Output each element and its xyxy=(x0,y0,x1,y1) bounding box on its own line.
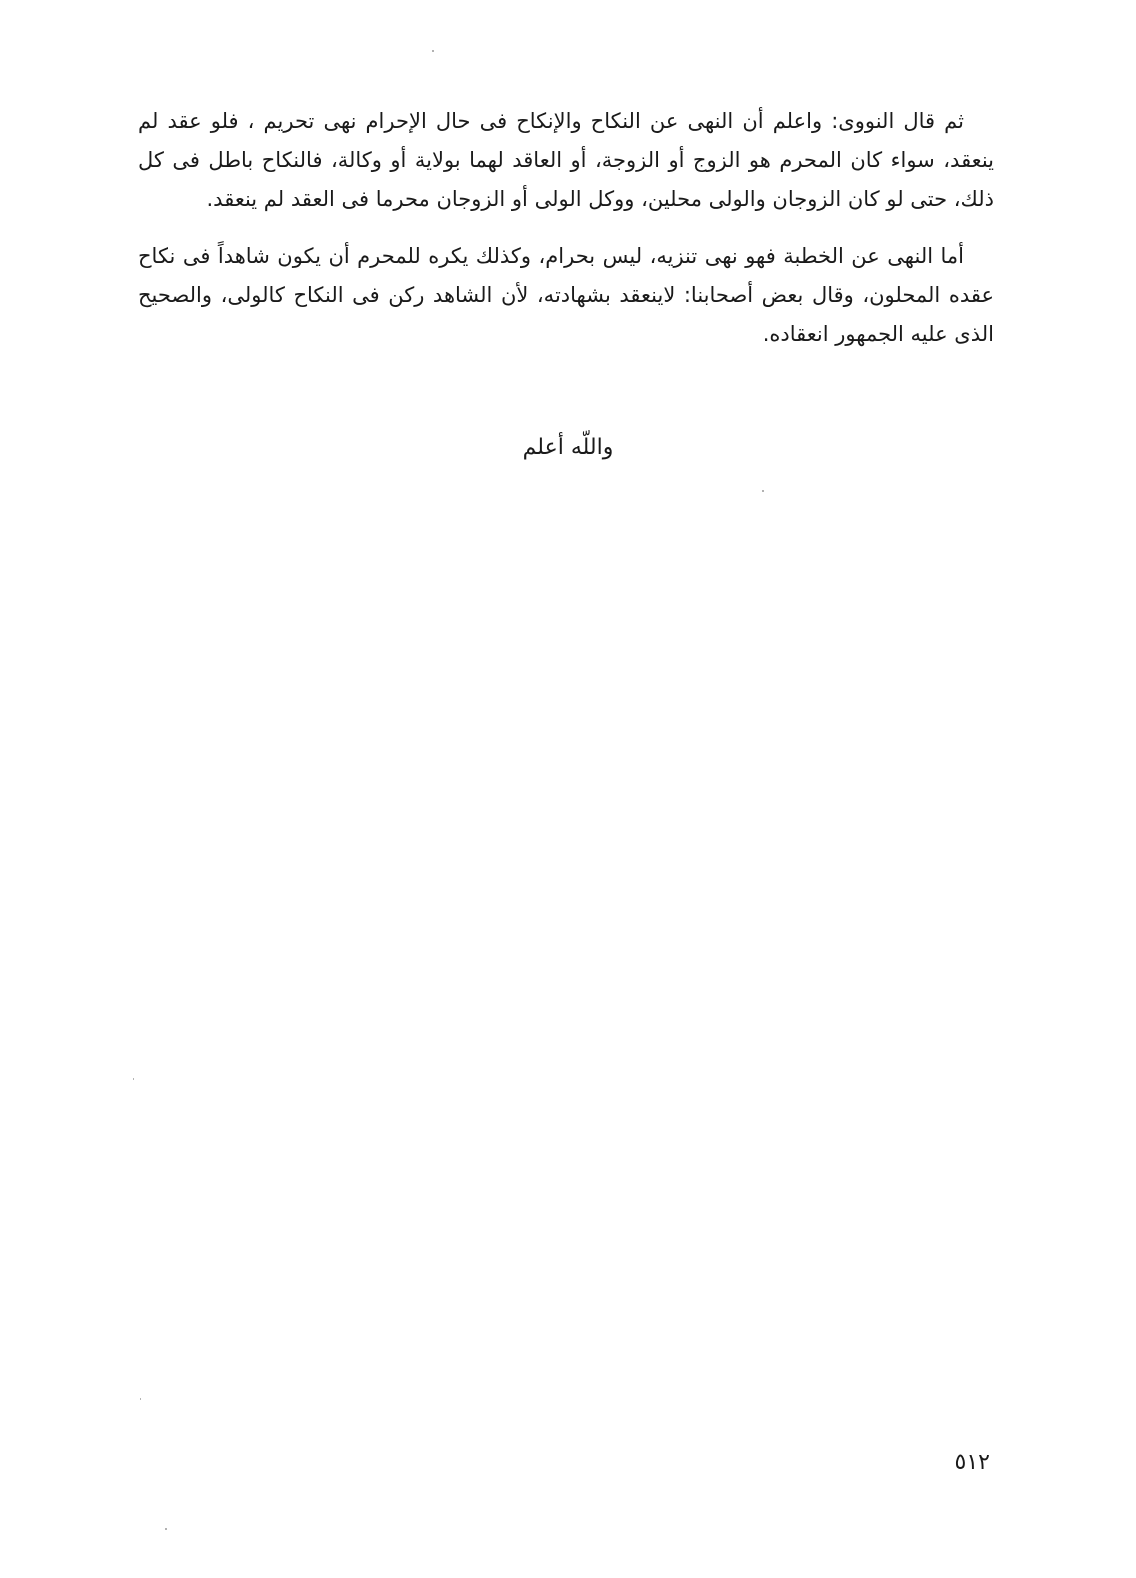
scan-speck xyxy=(165,1528,167,1530)
paragraph-2: أما النهى عن الخطبة فهو نهى تنزيه، ليس بحرام، وكذلك يكره للمحرم أن يكون شاهداً فى نكاح عقده المحلون، وقال بعض أصحابنا: لاينعقد بشهادته، لأن الشاهد ركن فى النكاح كالولى، والصحيح الذى عليه الجمهور انعقاده. xyxy=(138,244,994,346)
scan-speck xyxy=(762,490,764,492)
scan-speck xyxy=(140,1398,141,1400)
paragraph-1: ثم قال النووى: واعلم أن النهى عن النكاح والإنكاح فى حال الإحرام نهى تحريم ، فلو عقد لم ينعقد، سواء كان المحرم هو الزوج أو الزوجة، أو العاقد لهما بولاية أو وكالة، فالنكاح باطل فى كل ذلك، حتى لو كان الزوجان والولى محلين، ووكل الولى أو الزوجان محرما فى العقد لم ينعقد. xyxy=(138,109,994,211)
scan-speck xyxy=(133,1078,134,1080)
scan-speck xyxy=(432,50,434,52)
page-number: ٥١٢ xyxy=(954,1450,990,1475)
closing-phrase: واللّه أعلم xyxy=(522,435,614,460)
